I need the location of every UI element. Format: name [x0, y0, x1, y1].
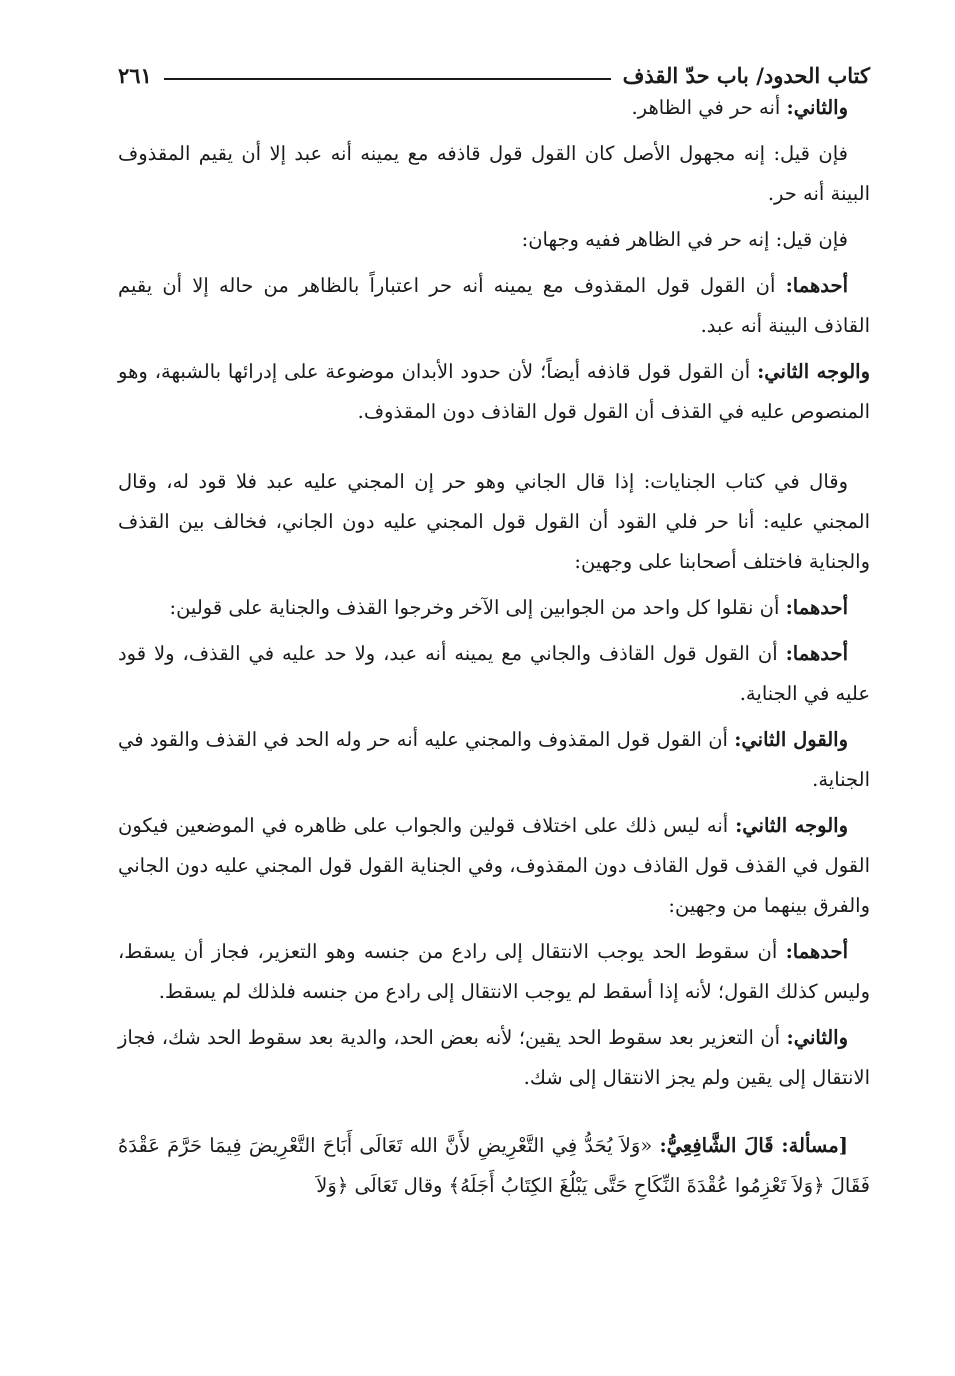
paragraph-lead: والثاني:	[786, 1026, 848, 1049]
paragraph-lead: والوجه الثاني:	[757, 360, 870, 383]
paragraph-text: أن نقلوا كل واحد من الجوابين إلى الآخر وخرجوا القذف والجناية على قولين:	[169, 596, 786, 619]
paragraph-text: أنه ليس ذلك على اختلاف قولين والجواب على ظاهره في الموضعين فيكون القول في القذف قول القاذف دون المقذوف، وفي الجناية القول قول المجني عليه دون الجاني والفرق بينهما من وجهين:	[118, 814, 870, 917]
paragraph-lead: والثاني:	[786, 96, 848, 119]
paragraph-text: أن القول قول القاذف والجاني مع يمينه أنه عبد، ولا حد عليه في القذف، ولا قود عليه في الجناية.	[118, 642, 870, 705]
paragraph-text: أنه حر في الظاهر.	[631, 96, 787, 119]
book-page	[118, 58, 870, 1206]
paragraph-12	[118, 1018, 870, 1098]
paragraph-7	[118, 588, 870, 628]
paragraph-lead: أحدهما:	[785, 642, 848, 665]
paragraph-text: وقال في كتاب الجنايات: إذا قال الجاني وهو حر إن المجني عليه عبد فلا قود له، وقال المجني عليه: أنا حر فلي القود أن القول قول المجني عليه دون الجاني، فخالف بين القذف والجناية فاختلف أصحابنا على وجهين:	[118, 470, 870, 573]
paragraph-lead: أحدهما:	[785, 274, 848, 297]
paragraph-lead: أحدهما:	[785, 940, 848, 963]
paragraph-text: أن التعزير بعد سقوط الحد يقين؛ لأنه بعض الحد، والدية بعد سقوط الحد شك، فجاز الانتقال إلى يقين ولم يجز الانتقال إلى شك.	[118, 1026, 870, 1089]
paragraph-text: أن القول قول المقذوف مع يمينه أنه حر اعتباراً بالظاهر من حاله إلا أن يقيم القاذف البينة أنه عبد.	[118, 274, 870, 337]
paragraph-10	[118, 806, 870, 926]
paragraph-text: فإن قيل: إنه حر في الظاهر ففيه وجهان:	[521, 228, 848, 251]
masala-text: «وَلاَ يُحَدُّ فِي التَّعْرِيضِ لأَنَّ الله تَعَالَى أَبَاحَ التَّعْرِيضَ فِيمَا حَرَّمَ عَقْدَهُ فَقَالَ ﴿وَلاَ تَعْزِمُوا عُقْدَةَ النِّكَاحِ حَتَّى يَبْلُغَ الكِتَابُ أَجَلَهُ﴾ وقال تَعَالَى ﴿وَلاَ	[118, 1134, 870, 1197]
paragraph-lead: أحدهما:	[785, 596, 848, 619]
paragraph-text: أن القول قول المقذوف والمجني عليه أنه حر وله الحد في القذف والقود في الجناية.	[118, 728, 870, 791]
paragraph-lead: والقول الثاني:	[734, 728, 848, 751]
paragraph-11	[118, 932, 870, 1012]
paragraph-lead: والوجه الثاني:	[735, 814, 848, 837]
paragraph-2	[118, 134, 870, 214]
header-rule	[164, 78, 611, 80]
masala-paragraph	[118, 1126, 870, 1206]
paragraph-9	[118, 720, 870, 800]
paragraph-3	[118, 220, 870, 260]
paragraph-text: فإن قيل: إنه مجهول الأصل كان القول قول قاذفه مع يمينه أنه عبد إلا أن يقيم المقذوف البينة أنه حر.	[118, 142, 870, 205]
paragraph-8	[118, 634, 870, 714]
page-number: ٢٦١	[118, 63, 152, 88]
paragraph-6	[118, 462, 870, 582]
paragraph-1	[118, 88, 870, 128]
masala-lead: [مسألة: قَالَ الشَّافِعِيُّ:	[659, 1134, 848, 1157]
paragraph-text: أن القول قول قاذفه أيضاً؛ لأن حدود الأبدان موضوعة على إدرائها بالشبهة، وهو المنصوص عليه في القذف أن القول قول القاذف دون المقذوف.	[118, 360, 870, 423]
paragraph-5	[118, 352, 870, 432]
running-header	[118, 58, 870, 88]
paragraph-4	[118, 266, 870, 346]
running-title: كتاب الحدود/ باب حدّ القذف	[622, 63, 870, 88]
paragraph-text: أن سقوط الحد يوجب الانتقال إلى رادع من جنسه وهو التعزير، فجاز أن يسقط، وليس كذلك القول؛ لأنه إذا أسقط لم يوجب الانتقال إلى رادع من جنسه فلذلك لم يسقط.	[118, 940, 870, 1003]
